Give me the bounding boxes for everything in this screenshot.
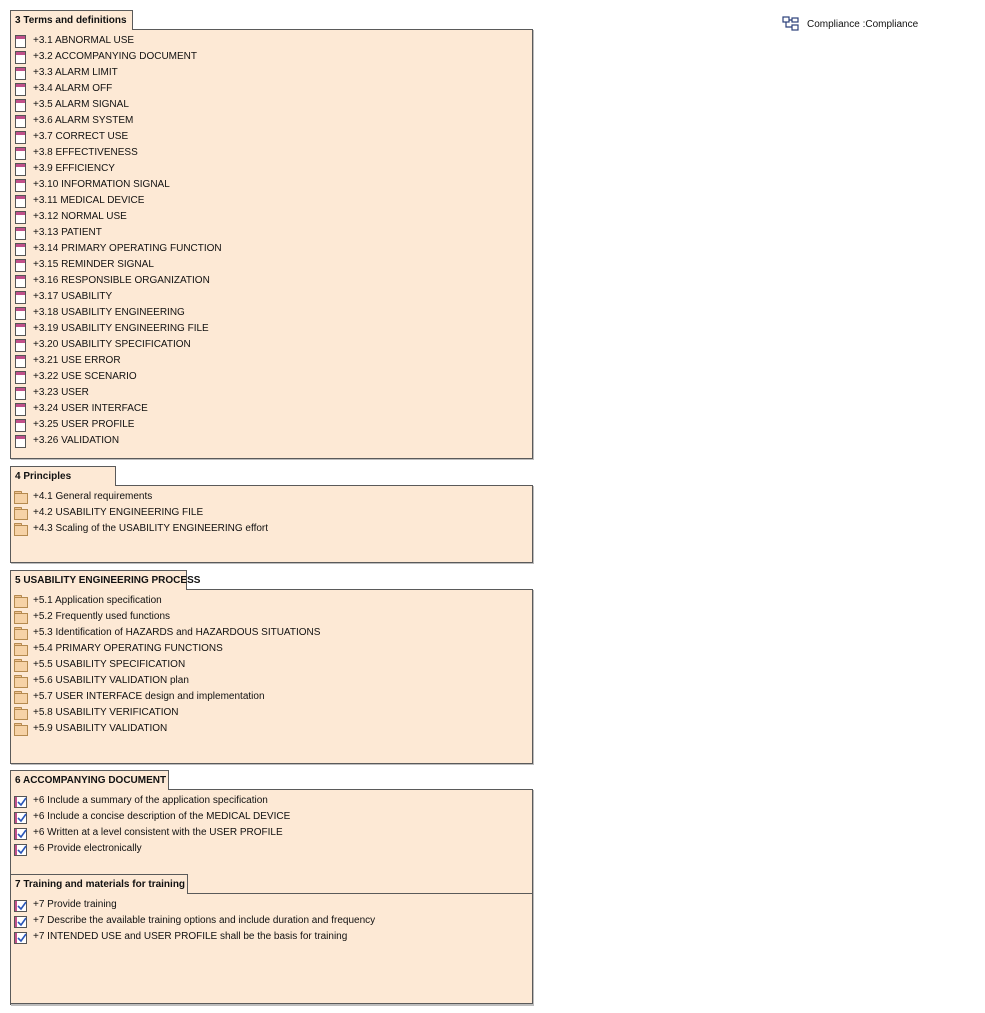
requirement-icon <box>15 387 26 400</box>
package-body <box>10 589 533 764</box>
list-item[interactable] <box>11 193 532 209</box>
item-label: +3.22 USE SCENARIO <box>33 371 137 382</box>
list-item[interactable] <box>11 625 532 641</box>
list-item[interactable] <box>11 161 532 177</box>
item-label: +3.4 ALARM OFF <box>33 83 113 94</box>
folder-icon <box>14 506 28 520</box>
list-item[interactable] <box>11 97 532 113</box>
list-item[interactable] <box>11 241 532 257</box>
checked-icon <box>14 916 27 928</box>
item-label: +4.3 Scaling of the USABILITY ENGINEERING effort <box>33 523 269 534</box>
item-label: +3.16 RESPONSIBLE ORGANIZATION <box>33 275 210 286</box>
item-label: +3.3 ALARM LIMIT <box>33 67 118 78</box>
list-item[interactable] <box>11 913 532 929</box>
package-tab[interactable]: 6 ACCOMPANYING DOCUMENT <box>10 770 169 790</box>
package-tab[interactable]: 7 Training and materials for training <box>10 874 188 894</box>
item-label: +3.1 ABNORMAL USE <box>33 35 135 46</box>
list-item[interactable] <box>11 721 532 737</box>
list-item[interactable] <box>11 401 532 417</box>
folder-icon <box>14 706 28 720</box>
package-body <box>10 485 533 563</box>
package-tab[interactable]: 5 USABILITY ENGINEERING PROCESS <box>10 570 187 590</box>
item-label: +5.1 Application specification <box>33 595 162 606</box>
list-item[interactable] <box>11 641 532 657</box>
requirement-icon <box>15 371 26 384</box>
list-item[interactable] <box>11 321 532 337</box>
list-item[interactable] <box>11 257 532 273</box>
item-label: +5.7 USER INTERFACE design and implementation <box>33 691 265 702</box>
item-label: +3.14 PRIMARY OPERATING FUNCTION <box>33 243 222 254</box>
list-item[interactable] <box>11 489 532 505</box>
compliance-label: Compliance :Compliance <box>807 18 919 30</box>
requirement-icon <box>15 323 26 336</box>
requirement-icon <box>15 259 26 272</box>
checked-icon <box>14 932 27 944</box>
requirement-icon <box>15 163 26 176</box>
component-icon <box>782 16 800 32</box>
item-label: +3.26 VALIDATION <box>33 435 120 446</box>
requirement-icon <box>15 115 26 128</box>
checked-icon <box>14 828 27 840</box>
item-label: +3.13 PATIENT <box>33 227 102 238</box>
checked-icon <box>14 796 27 808</box>
item-label: +6 Written at a level consistent with the USER PROFILE <box>33 827 283 838</box>
list-item[interactable] <box>11 385 532 401</box>
list-item[interactable] <box>11 929 532 945</box>
list-item[interactable] <box>11 433 532 449</box>
item-label: +3.18 USABILITY ENGINEERING <box>33 307 185 318</box>
item-label: +3.7 CORRECT USE <box>33 131 129 142</box>
list-item[interactable] <box>11 689 532 705</box>
item-label: +5.5 USABILITY SPECIFICATION <box>33 659 186 670</box>
list-item[interactable] <box>11 209 532 225</box>
requirement-icon <box>15 403 26 416</box>
item-label: +4.1 General requirements <box>33 491 153 502</box>
item-label: +4.2 USABILITY ENGINEERING FILE <box>33 507 204 518</box>
item-label: +5.2 Frequently used functions <box>33 611 171 622</box>
checked-icon <box>14 844 27 856</box>
package-tab[interactable]: 4 Principles <box>10 466 116 486</box>
requirement-icon <box>15 243 26 256</box>
item-label: +3.23 USER <box>33 387 89 398</box>
list-item[interactable] <box>11 337 532 353</box>
folder-icon <box>14 610 28 624</box>
requirement-icon <box>15 419 26 432</box>
requirement-icon <box>15 355 26 368</box>
list-item[interactable] <box>11 841 532 857</box>
list-item[interactable] <box>11 305 532 321</box>
compliance-element[interactable] <box>782 16 918 32</box>
requirement-icon <box>15 51 26 64</box>
item-label: +3.21 USE ERROR <box>33 355 121 366</box>
requirement-icon <box>15 35 26 48</box>
requirement-icon <box>15 67 26 80</box>
folder-icon <box>14 490 28 504</box>
item-label: +3.8 EFFECTIVENESS <box>33 147 138 158</box>
folder-icon <box>14 642 28 656</box>
list-item[interactable] <box>11 417 532 433</box>
list-item[interactable] <box>11 657 532 673</box>
list-item[interactable] <box>11 521 532 537</box>
requirement-icon <box>15 131 26 144</box>
list-item[interactable] <box>11 897 532 913</box>
item-label: +6 Provide electronically <box>33 843 142 854</box>
list-item[interactable] <box>11 273 532 289</box>
item-label: +3.5 ALARM SIGNAL <box>33 99 129 110</box>
item-label: +7 Describe the available training options and include duration and frequency <box>33 915 376 926</box>
requirement-icon <box>15 307 26 320</box>
requirement-icon <box>15 99 26 112</box>
list-item[interactable] <box>11 593 532 609</box>
requirement-icon <box>15 275 26 288</box>
item-label: +3.10 INFORMATION SIGNAL <box>33 179 170 190</box>
item-label: +3.20 USABILITY SPECIFICATION <box>33 339 191 350</box>
item-label: +5.3 Identification of HAZARDS and HAZARDOUS SITUATIONS <box>33 627 321 638</box>
requirement-icon <box>15 195 26 208</box>
item-label: +7 Provide training <box>33 899 117 910</box>
item-label: +3.15 REMINDER SIGNAL <box>33 259 154 270</box>
list-item[interactable] <box>11 33 532 49</box>
folder-icon <box>14 690 28 704</box>
item-label: +5.6 USABILITY VALIDATION plan <box>33 675 189 686</box>
folder-icon <box>14 626 28 640</box>
list-item[interactable] <box>11 809 532 825</box>
requirement-icon <box>15 339 26 352</box>
item-label: +5.9 USABILITY VALIDATION <box>33 723 168 734</box>
list-item[interactable] <box>11 609 532 625</box>
item-label: +3.11 MEDICAL DEVICE <box>33 195 145 206</box>
item-label: +6 Include a concise description of the MEDICAL DEVICE <box>33 811 291 822</box>
item-label: +3.17 USABILITY <box>33 291 113 302</box>
checked-icon <box>14 812 27 824</box>
requirement-icon <box>15 179 26 192</box>
folder-icon <box>14 522 28 536</box>
item-label: +7 INTENDED USE and USER PROFILE shall be the basis for training <box>33 931 348 942</box>
package-tab[interactable]: 3 Terms and definitions <box>10 10 133 30</box>
list-item[interactable] <box>11 673 532 689</box>
folder-icon <box>14 594 28 608</box>
requirement-icon <box>15 147 26 160</box>
list-item[interactable] <box>11 81 532 97</box>
requirement-icon <box>15 435 26 448</box>
folder-icon <box>14 674 28 688</box>
item-label: +6 Include a summary of the application specification <box>33 795 268 806</box>
list-item[interactable] <box>11 145 532 161</box>
requirement-icon <box>15 227 26 240</box>
item-label: +3.9 EFFICIENCY <box>33 163 115 174</box>
item-label: +3.6 ALARM SYSTEM <box>33 115 134 126</box>
item-label: +3.25 USER PROFILE <box>33 419 135 430</box>
folder-icon <box>14 658 28 672</box>
checked-icon <box>14 900 27 912</box>
item-label: +5.8 USABILITY VERIFICATION <box>33 707 179 718</box>
list-item[interactable] <box>11 129 532 145</box>
requirement-icon <box>15 291 26 304</box>
folder-icon <box>14 722 28 736</box>
list-item[interactable] <box>11 49 532 65</box>
requirement-icon <box>15 211 26 224</box>
list-item[interactable] <box>11 705 532 721</box>
item-label: +3.2 ACCOMPANYING DOCUMENT <box>33 51 198 62</box>
list-item[interactable] <box>11 793 532 809</box>
list-item[interactable] <box>11 353 532 369</box>
list-item[interactable] <box>11 225 532 241</box>
list-item[interactable] <box>11 289 532 305</box>
package-body <box>10 893 533 1004</box>
list-item[interactable] <box>11 825 532 841</box>
item-label: +3.24 USER INTERFACE <box>33 403 148 414</box>
item-label: +3.12 NORMAL USE <box>33 211 127 222</box>
list-item[interactable] <box>11 177 532 193</box>
item-label: +3.19 USABILITY ENGINEERING FILE <box>33 323 209 334</box>
package-body <box>10 29 533 459</box>
list-item[interactable] <box>11 113 532 129</box>
list-item[interactable] <box>11 65 532 81</box>
list-item[interactable] <box>11 369 532 385</box>
list-item[interactable] <box>11 505 532 521</box>
item-label: +5.4 PRIMARY OPERATING FUNCTIONS <box>33 643 223 654</box>
requirement-icon <box>15 83 26 96</box>
